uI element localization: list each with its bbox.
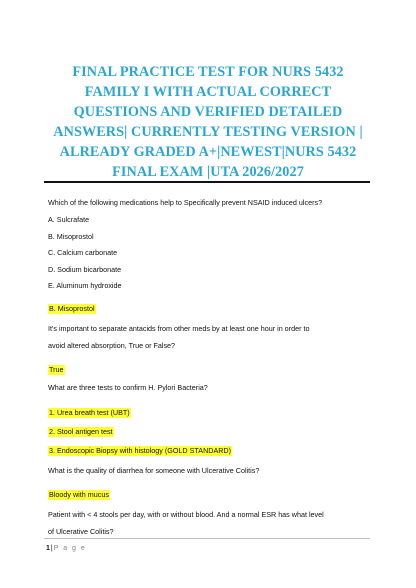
question-4 bbox=[48, 466, 378, 508]
question-text: What is the quality of diarrhea for someone with Ulcerative Colitis? bbox=[48, 465, 260, 475]
question-text: It's important to separate antacids from other meds by at least one hour in order to bbox=[48, 323, 310, 333]
question-text: What are three tests to confirm H. Pylori Bacteria? bbox=[48, 382, 208, 392]
answer-highlight: Bloody with mucus bbox=[49, 489, 109, 499]
title-divider bbox=[44, 181, 370, 183]
answer-highlight: 2. Stool antigen test bbox=[49, 426, 113, 436]
question-1 bbox=[48, 198, 378, 322]
question-list bbox=[48, 198, 378, 542]
answer-highlight: 1. Urea breath test (UBT) bbox=[49, 407, 130, 417]
title-line: ANSWERS| CURRENTLY TESTING VERSION | bbox=[53, 124, 363, 140]
answer-list bbox=[48, 402, 378, 459]
option-d: D. Sodium bicarbonate bbox=[48, 264, 122, 274]
page-label: P a g e bbox=[53, 545, 87, 552]
title-line: FAMILY I WITH ACTUAL CORRECT bbox=[84, 84, 332, 100]
footer-divider bbox=[44, 538, 370, 539]
question-text: of Ulcerative Colitis? bbox=[48, 526, 114, 536]
question-3 bbox=[48, 383, 378, 459]
footer-separator: | bbox=[50, 545, 53, 552]
answer-highlight: True bbox=[49, 364, 64, 374]
title-line: QUESTIONS AND VERIFIED DETAILED bbox=[73, 104, 343, 120]
question-text: Patient with < 4 stools per day, with or without blood. And a normal ESR has what level bbox=[48, 509, 324, 519]
title-line: FINAL PRACTICE TEST FOR NURS 5432 bbox=[72, 64, 344, 80]
answer-highlight: B. Misoprostol bbox=[49, 303, 95, 313]
document-title bbox=[40, 62, 376, 182]
title-line: ALREADY GRADED A+|NEWEST|NURS 5432 bbox=[59, 144, 357, 160]
option-a: A. Sulcrafate bbox=[48, 215, 90, 224]
answer-highlight: 3. Endoscopic Biopsy with histology (GOLD STANDARD) bbox=[49, 445, 232, 455]
title-line: FINAL EXAM |UTA 2026/2027 bbox=[112, 164, 304, 180]
question-text: Which of the following medications help to Specifically prevent NSAID induced ulcers? bbox=[48, 198, 323, 207]
option-c: C. Calcium carbonate bbox=[48, 248, 118, 257]
question-5 bbox=[48, 508, 378, 539]
question-2 bbox=[48, 322, 378, 383]
question-text: avoid altered absorption, True or False? bbox=[48, 340, 176, 350]
option-b: B. Misoprostol bbox=[48, 231, 94, 241]
page-footer bbox=[46, 545, 86, 552]
page-number: 1 bbox=[46, 545, 50, 552]
option-e: E. Aluminum hydroxide bbox=[48, 281, 122, 290]
